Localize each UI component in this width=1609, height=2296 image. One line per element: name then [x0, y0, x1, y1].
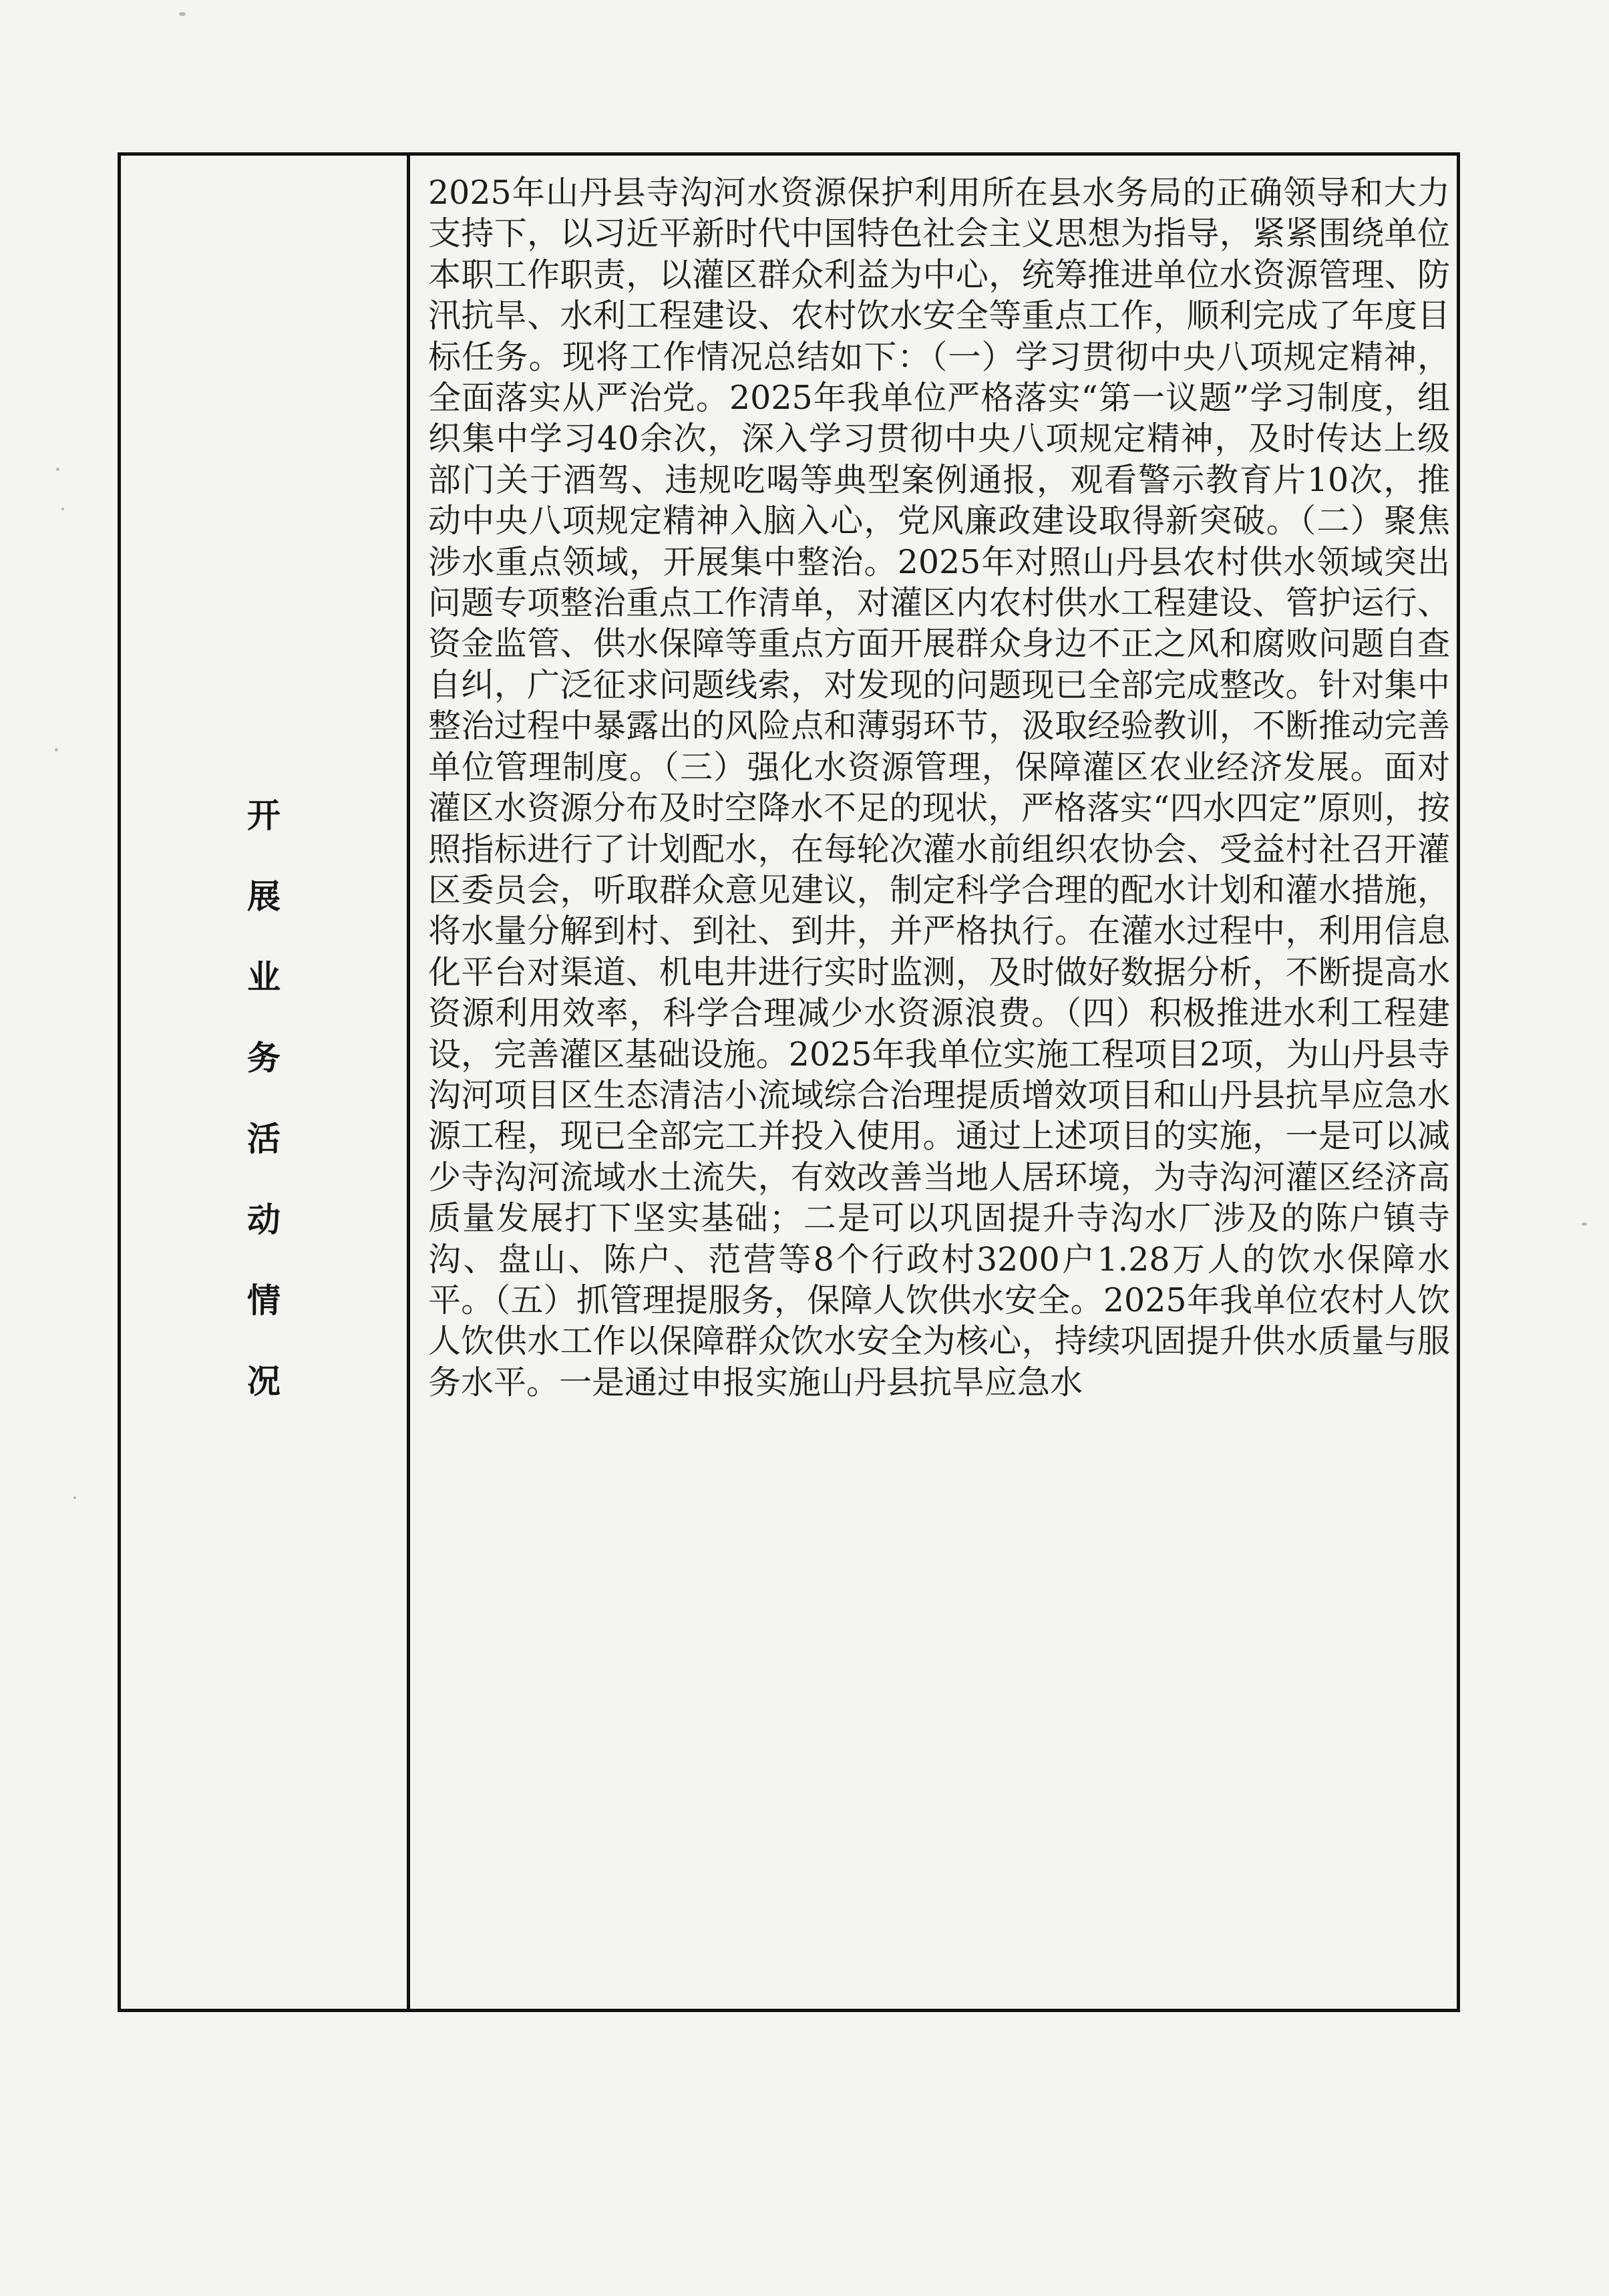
section-label-char: 务 — [247, 1039, 281, 1078]
scan-speck — [61, 508, 64, 510]
scan-speck — [1582, 1222, 1587, 1226]
section-label-char: 情 — [247, 1281, 281, 1320]
section-label-char: 开 — [247, 796, 281, 835]
section-label-char: 况 — [247, 1362, 281, 1401]
column-divider — [407, 156, 410, 2009]
scan-speck — [179, 12, 186, 16]
section-label-char: 业 — [247, 958, 281, 997]
scan-speck — [56, 468, 59, 471]
section-label-cell — [121, 156, 407, 2009]
work-report-paragraph: 2025年山丹县寺沟河水资源保护利用所在县水务局的正确领导和大力支持下，以习近平新时代中国特色社会主义思想为指导，紧紧围绕单位本职工作职责，以灌区群众利益为中心，统筹推进单位水资源管理、防汛抗旱、水利工程建设、农村饮水安全等重点工作，顺利完成了年度目标任务。现将工作情况总结如下：（一）学习贯彻中央八项规定精神，全面落实从严治党。2025年我单位严格落实“第一议题”学习制度，组织集中学习40余次，深入学习贯彻中央八项规定精神，及时传达上级部门关于酒驾、违规吃喝等典型案例通报，观看警示教育片10次，推动中央八项规定精神入脑入心，党风廉政建设取得新突破。（二）聚焦涉水重点领域，开展集中整治。2025年对照山丹县农村供水领域突出问题专项整治重点工作清单，对灌区内农村供水工程建设、管护运行、资金监管、供水保障等重点方面开展群众身边不正之风和腐败问题自查自纠，广泛征求问题线索，对发现的问题现已全部完成整改。针对集中整治过程中暴露出的风险点和薄弱环节，汲取经验教训，不断推动完善单位管理制度。（三）强化水资源管理，保障灌区农业经济发展。面对灌区水资源分布及时空降水不足的现状，严格落实“四水四定”原则，按照指标进行了计划配水，在每轮次灌水前组织农协会、受益村社召开灌区委员会，听取群众意见建议，制定科学合理的配水计划和灌水措施，将水量分解到村、到社、到井，并严格执行。在灌水过程中，利用信息化平台对渠道、机电井进行实时监测，及时做好数据分析，不断提高水资源利用效率，科学合理减少水资源浪费。（四）积极推进水利工程建设，完善灌区基础设施。2025年我单位实施工程项目2项，为山丹县寺沟河项目区生态清洁小流域综合治理提质增效项目和山丹县抗旱应急水源工程，现已全部完工并投入使用。通过上述项目的实施，一是可以减少寺沟河流域水土流失，有效改善当地人居环境，为寺沟河灌区经济高质量发展打下坚实基础；二是可以巩固提升寺沟水厂涉及的陈户镇寺沟、盘山、陈户、范营等8个行政村3200户1.28万人的饮水保障水平。（五）抓管理提服务，保障人饮供水安全。2025年我单位农村人饮人饮供水工作以保障群众饮水安全为核心，持续巩固提升供水质量与服务水平。一是通过申报实施山丹县抗旱应急水 — [428, 174, 1450, 1402]
section-label-char: 动 — [247, 1200, 281, 1239]
section-label — [121, 796, 407, 1442]
section-label-char: 活 — [247, 1120, 281, 1158]
section-label-char: 展 — [247, 877, 281, 916]
scan-speck — [73, 1496, 76, 1499]
report-table — [118, 152, 1460, 2012]
scan-speck — [55, 748, 58, 752]
section-content-cell — [428, 172, 1450, 1403]
